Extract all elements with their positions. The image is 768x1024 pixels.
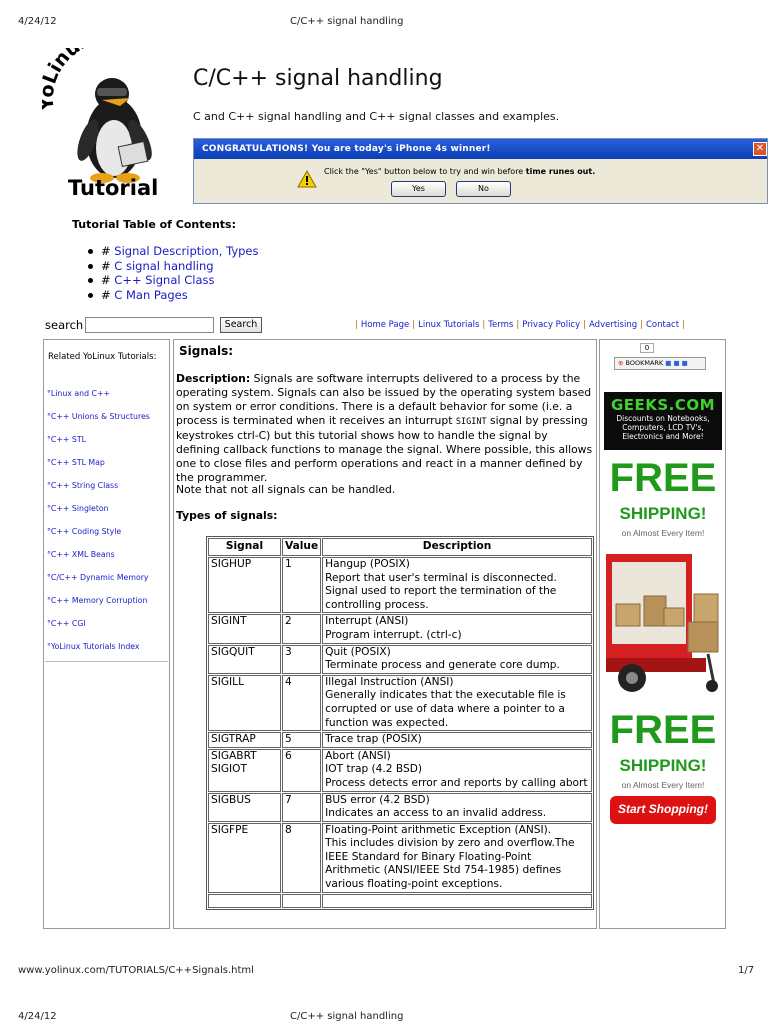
search-label: search [45, 318, 84, 332]
signal-value-cell: 4 [282, 675, 321, 731]
table-header-row [208, 538, 592, 556]
table-row [208, 823, 592, 893]
signal-name-cell [208, 894, 281, 908]
nav-privacy-policy[interactable]: Privacy Policy [522, 320, 581, 330]
table-row [208, 557, 592, 613]
ad-sub-text-2: on Almost Every Item! [621, 780, 705, 790]
sidebar-link-cgi[interactable]: °C++ CGI [47, 619, 86, 628]
signal-name: SIGHUP [211, 558, 252, 570]
table-row [208, 732, 592, 748]
signal-description-line: Interrupt (ANSI) [325, 615, 409, 628]
description-paragraph [176, 372, 594, 485]
signals-table [206, 536, 594, 910]
ad-free-text-2: FREE [609, 708, 717, 752]
section-title: Signals: [179, 344, 234, 358]
signal-description-line: Program interrupt. (ctrl-c) [325, 628, 462, 641]
plus-icon: ⊕ [618, 359, 626, 367]
toc-item [88, 259, 259, 274]
signal-description-line: Terminate process and generate core dump. [325, 659, 560, 672]
signal-value-cell: 8 [282, 823, 321, 893]
share-icons: ■ ■ ■ [663, 359, 688, 367]
signal-description-cell [322, 793, 592, 822]
signal-description-line: Quit (POSIX) [325, 645, 391, 658]
description-text-2: signal by pressing keystrokes ctrl-C) but this tutorial shows how to handle the signal by defining callback functions to manage the signal. Where possible, this allows one to close files and perform operations and react in a manner defined by the programmer. [176, 414, 593, 484]
description-text-1: Signals are software interrupts delivered to a process by the operating system. Signals can also be issued by the operating system based on system or error conditions. There is a default behavior for some (i.e. a process is terminated when it receives an inturrupt [176, 372, 592, 427]
signal-description-line: Abort (ANSI) [325, 749, 391, 762]
table-row [208, 793, 592, 822]
signal-description-line: Illegal Instruction (ANSI) [325, 675, 454, 688]
related-sidebar [43, 339, 170, 929]
scam-banner-ad[interactable] [193, 138, 768, 204]
signal-name: SIGIOT [211, 763, 247, 776]
sidebar-divider [45, 661, 168, 662]
signal-name-cell [208, 614, 281, 643]
ad-shipping-text-2: SHIPPING! [619, 756, 707, 775]
signal-name-cell [208, 749, 281, 792]
sigint-code: SIGINT [455, 417, 487, 427]
banner-message-text: Click the "Yes" button below to try and win before [324, 167, 526, 176]
sidebar-link-coding-style[interactable]: °C++ Coding Style [47, 527, 122, 536]
sidebar-link-memory-corruption[interactable]: °C++ Memory Corruption [47, 596, 148, 605]
description-label: Description: [176, 372, 251, 385]
sidebar-link-string-class[interactable]: °C++ String Class [47, 481, 119, 490]
page-subtitle: C and C++ signal handling and C++ signal classes and examples. [193, 110, 560, 123]
toc-link-c-man-pages[interactable]: C Man Pages [114, 287, 188, 302]
nav-linux-tutorials[interactable]: Linux Tutorials [418, 320, 480, 330]
signal-value-cell: 5 [282, 732, 321, 748]
signal-value-cell: 7 [282, 793, 321, 822]
signal-name: SIGINT [211, 615, 247, 628]
signal-name: SIGILL [211, 675, 244, 688]
geeks-ad-header [604, 392, 722, 450]
next-page-title: C/C++ signal handling [290, 1011, 404, 1022]
signal-value-cell: 3 [282, 645, 321, 674]
banner-message [324, 167, 595, 176]
signal-description-line: Generally indicates that the executable file is corrupted or use of data where a pointer to a function was expected. [325, 689, 566, 729]
sidebar-link-dynamic-memory[interactable]: °C/C++ Dynamic Memory [47, 573, 149, 582]
signal-description-cell [322, 894, 592, 908]
signal-description-cell [322, 823, 592, 893]
signal-description-cell [322, 675, 592, 731]
sidebar-link-linux-cpp[interactable]: °Linux and C++ [47, 389, 111, 398]
signal-name: SIGBUS [211, 793, 251, 806]
table-row [208, 675, 592, 731]
signal-value-cell: 2 [282, 614, 321, 643]
banner-no-button[interactable]: No [456, 181, 511, 197]
signal-name-cell [208, 557, 281, 613]
signal-description-cell [322, 732, 592, 748]
banner-yes-button[interactable]: Yes [391, 181, 446, 197]
table-row [208, 645, 592, 674]
sidebar-heading: Related YoLinux Tutorials: [48, 352, 157, 362]
sidebar-link-stl-map[interactable]: °C++ STL Map [47, 458, 105, 467]
sidebar-link-tutorials-index[interactable]: °YoLinux Tutorials Index [47, 642, 140, 651]
signal-description-line [325, 895, 589, 907]
banner-message-bold: time runes out. [525, 167, 596, 176]
signal-description-cell [322, 749, 592, 792]
signal-description-cell [322, 614, 592, 643]
top-nav: | Home Page | Linux Tutorials | Terms | Privacy Policy | Advertising | Contact | [355, 320, 685, 330]
warning-icon [297, 170, 317, 188]
signal-name-cell [208, 645, 281, 674]
sidebar-link-stl[interactable]: °C++ STL [47, 435, 86, 444]
toc-separator: , [218, 244, 227, 258]
nav-home-page[interactable]: Home Page [360, 320, 410, 330]
toc-prefix: # [101, 287, 115, 302]
geeks-ad[interactable] [604, 392, 722, 832]
delivery-truck-icon [604, 544, 722, 704]
nav-advertising[interactable]: Advertising [589, 320, 638, 330]
signal-description-cell [322, 557, 592, 613]
note-text: Note that not all signals can be handled. [176, 483, 396, 496]
signal-name-cell [208, 732, 281, 748]
search-input[interactable] [85, 317, 214, 333]
signal-name-cell [208, 823, 281, 893]
ad-sub-text-1: on Almost Every Item! [621, 528, 705, 538]
ad-shipping-text-1: SHIPPING! [619, 504, 707, 523]
sidebar-link-unions[interactable]: °C++ Unions & Structures [47, 412, 150, 421]
toc-link-signal-description[interactable]: Signal Description [114, 244, 219, 258]
toc-list [88, 244, 259, 302]
signal-description-line: BUS error (4.2 BSD) [325, 793, 430, 806]
bookmark-button[interactable] [614, 357, 706, 370]
table-row [208, 894, 592, 908]
types-heading: Types of signals: [176, 509, 278, 522]
table-row [208, 749, 592, 792]
yolinux-logo[interactable] [42, 48, 182, 206]
signal-description-line: Trace trap (POSIX) [325, 733, 422, 746]
page-title: C/C++ signal handling [193, 66, 443, 91]
toc-prefix: # [101, 244, 115, 258]
signal-name-cell [208, 675, 281, 731]
toc-link-cpp-signal-class[interactable]: C++ Signal Class [114, 273, 215, 287]
toc-item [88, 273, 259, 288]
signals-table-body [208, 557, 592, 908]
footer-page-number: 1/7 [738, 965, 755, 976]
toc-item [88, 244, 259, 259]
signal-description-cell [322, 645, 592, 674]
signal-name-cell [208, 793, 281, 822]
print-title: C/C++ signal handling [290, 16, 404, 27]
column-header-signal: Signal [208, 538, 281, 556]
signal-value-cell: 1 [282, 557, 321, 613]
logo-arc-text: inu [44, 48, 85, 77]
toc-link-c-signal-handling[interactable]: C signal handling [114, 258, 214, 273]
signal-name: SIGFPE [211, 823, 249, 836]
bookmark-label: BOOKMARK [625, 359, 664, 367]
signal-description-line: Floating-Point arithmetic Exception (ANSI). [325, 823, 552, 836]
geeks-brand: GEEKS.COM [610, 396, 716, 414]
signal-name: SIGQUIT [211, 645, 255, 658]
banner-headline: CONGRATULATIONS! You are today's iPhone 4s winner! [194, 139, 767, 159]
signal-description-line: IOT trap (4.2 BSD) [325, 763, 422, 776]
sidebar-link-singleton[interactable]: °C++ Singleton [47, 504, 109, 513]
logo-tutorial-text: Tutorial [68, 176, 159, 200]
banner-close-icon[interactable]: ✕ [753, 142, 767, 156]
signal-description-line: Hangup (POSIX) [325, 558, 410, 570]
toc-link-types[interactable]: Types [226, 244, 259, 258]
signal-description-line: Process detects error and reports by calling abort [325, 776, 588, 789]
signal-value-cell: 6 [282, 749, 321, 792]
geeks-tagline: Discounts on Notebooks, Computers, LCD TV's, Electronics and More! [616, 414, 710, 441]
nav-contact[interactable]: Contact [645, 320, 680, 330]
toc-prefix: # [101, 258, 115, 273]
next-page-date: 4/24/12 [18, 1011, 57, 1022]
toc-prefix: # [101, 273, 115, 287]
table-row [208, 614, 592, 643]
ad-free-text-1: FREE [609, 456, 717, 500]
signal-name: SIGABRT [211, 749, 257, 762]
toc-item [88, 288, 259, 303]
signal-name: SIGTRAP [211, 733, 256, 746]
column-header-description: Description [322, 538, 592, 556]
toc-heading: Tutorial Table of Contents: [72, 218, 236, 231]
signal-description-line: Report that user's terminal is disconnected. Signal used to report the termination of the controlling process. [325, 571, 557, 611]
start-shopping-button[interactable]: Start Shopping! [610, 796, 716, 824]
footer-url: www.yolinux.com/TUTORIALS/C++Signals.html [18, 965, 254, 976]
search-button[interactable]: Search [220, 317, 262, 333]
sidebar-link-xml-beans[interactable]: °C++ XML Beans [47, 550, 115, 559]
bookmark-counter: 0 [640, 343, 654, 353]
signal-description-line: This includes division by zero and overflow.The IEEE Standard for Binary Floating-Point Arithmetic (ANSI/IEEE Std 754-1985) defines various floating-point exceptions. [325, 837, 575, 891]
nav-terms[interactable]: Terms [488, 320, 514, 330]
svg-text:YoLinux.com [42, 48, 147, 113]
column-header-value: Value [282, 538, 321, 556]
signal-description-line: Indicates an access to an invalid address. [325, 807, 547, 820]
signal-value-cell [282, 894, 321, 908]
print-date: 4/24/12 [18, 16, 57, 27]
